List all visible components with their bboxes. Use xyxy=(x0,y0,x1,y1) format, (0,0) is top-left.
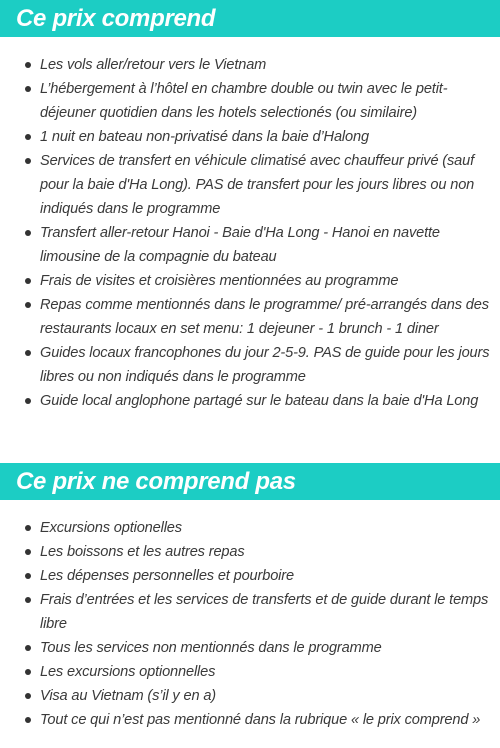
list-item xyxy=(0,636,500,660)
list-item-text: Les boissons et les autres repas xyxy=(40,544,245,560)
list-item xyxy=(0,53,500,77)
list-item xyxy=(0,684,500,708)
list-item-text: Les excursions optionnelles xyxy=(40,664,216,680)
list-item-text: Frais de visites et croisières mentionnées au programme xyxy=(40,273,399,289)
bullet-icon xyxy=(25,573,31,579)
list-item-text: Excursions optionelles xyxy=(40,520,182,536)
list-item-text: Visa au Vietnam (s’il y en a) xyxy=(40,688,216,704)
list-item-text: Les vols aller/retour vers le Vietnam xyxy=(40,57,267,73)
list-item xyxy=(0,516,500,540)
bullet-icon xyxy=(25,134,31,140)
list-item xyxy=(0,564,500,588)
list-item xyxy=(0,269,500,293)
bullet-icon xyxy=(25,525,31,531)
bullet-icon xyxy=(25,350,31,356)
list-item-text: Frais d’entrées et les services de transferts et de guide durant le temps libre xyxy=(40,592,489,632)
included-section-title: Ce prix comprend xyxy=(0,0,500,37)
bullet-icon xyxy=(25,302,31,308)
list-item xyxy=(0,660,500,684)
bullet-icon xyxy=(25,158,31,164)
bullet-icon xyxy=(25,669,31,675)
list-item-text: Services de transfert en véhicule climatisé avec chauffeur privé (sauf pour la baie d'Ha Long). PAS de transfert pour les jours libres ou non indiqués dans le programme xyxy=(40,153,475,217)
list-item-text: Guide local anglophone partagé sur le bateau dans la baie d'Ha Long xyxy=(40,393,479,409)
bullet-icon xyxy=(25,230,31,236)
bullet-icon xyxy=(25,693,31,699)
bullet-icon xyxy=(25,597,31,603)
list-item-text: Guides locaux francophones du jour 2-5-9. PAS de guide pour les jours libres ou non indiqués dans le programme xyxy=(40,345,490,385)
bullet-icon xyxy=(25,549,31,555)
bullet-icon xyxy=(25,86,31,92)
included-list xyxy=(0,53,500,413)
bullet-icon xyxy=(25,645,31,651)
list-item xyxy=(0,77,500,125)
excluded-section-title: Ce prix ne comprend pas xyxy=(0,463,500,500)
list-item-text: Tous les services non mentionnés dans le programme xyxy=(40,640,382,656)
list-item xyxy=(0,125,500,149)
excluded-list xyxy=(0,516,500,732)
bullet-icon xyxy=(25,398,31,404)
bullet-icon xyxy=(25,717,31,723)
list-item xyxy=(0,221,500,269)
list-item xyxy=(0,540,500,564)
list-item xyxy=(0,149,500,221)
list-item-text: Tout ce qui n’est pas mentionné dans la rubrique « le prix comprend » xyxy=(40,712,481,728)
list-item xyxy=(0,389,500,413)
list-item-text: 1 nuit en bateau non-privatisé dans la baie d’Halong xyxy=(40,129,369,145)
list-item xyxy=(0,708,500,732)
list-item-text: Repas comme mentionnés dans le programme/ pré-arrangés dans des restaurants locaux en set menu: 1 dejeuner - 1 brunch - 1 diner xyxy=(40,297,489,337)
list-item xyxy=(0,293,500,341)
list-item-text: Les dépenses personnelles et pourboire xyxy=(40,568,294,584)
list-item-text: Transfert aller-retour Hanoi - Baie d'Ha Long - Hanoi en navette limousine de la compagnie du bateau xyxy=(40,225,440,265)
bullet-icon xyxy=(25,278,31,284)
list-item xyxy=(0,588,500,636)
list-item xyxy=(0,341,500,389)
list-item-text: L’hébergement à l’hôtel en chambre double ou twin avec le petit-déjeuner quotidien dans les hotels selectionés (ou similaire) xyxy=(40,81,448,121)
bullet-icon xyxy=(25,62,31,68)
